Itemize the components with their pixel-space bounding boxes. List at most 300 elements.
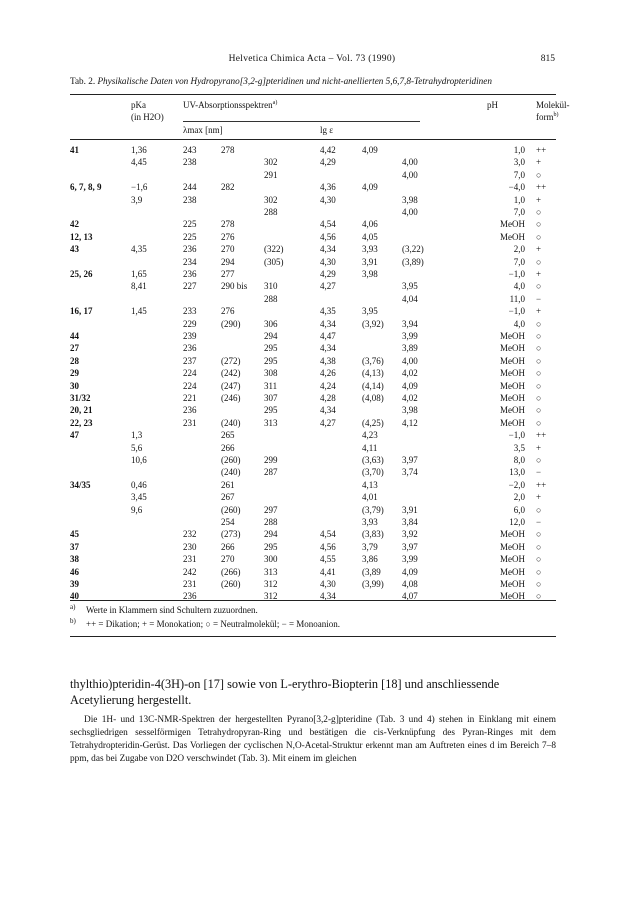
cell-lmax-3: 288 <box>264 293 278 304</box>
intro-line-1: thylthio)pteridin-4(3H)-on [17] sowie von L-erythro-Biopterin [18] und anschliessende <box>70 677 500 691</box>
cell-lg-2: (4,25) <box>362 417 384 428</box>
cell-ph: 13,0 <box>509 467 525 478</box>
cell-form: ○ <box>536 591 542 602</box>
cell-lg-3: 3,97 <box>402 455 418 465</box>
cell-form: ○ <box>536 579 542 589</box>
cell-lg-2: (3,89 <box>362 566 381 577</box>
cell-lg-2: 3,93 <box>362 244 378 255</box>
table-row <box>0 567 624 578</box>
cell-lmax-1: 236 <box>183 405 197 416</box>
cell-lg-2: (4,13) <box>362 368 384 379</box>
table-header-rule <box>70 139 556 140</box>
cell-ph: −1,0 <box>508 306 525 317</box>
cell-lmax-3: 288 <box>264 517 278 527</box>
cell-lmax-2: (266) <box>221 566 241 577</box>
cell-lmax-2: (273) <box>221 529 241 540</box>
cell-lmax-1: 231 <box>183 554 197 565</box>
header-form-2: form$^{b)}$ <box>536 112 559 122</box>
cell-ph: 8,0 <box>513 455 525 465</box>
cell-compound: 40 <box>70 591 79 602</box>
cell-ph: −2,0 <box>508 479 525 490</box>
cell-pka: 5,6 <box>131 442 143 453</box>
cell-form: − <box>536 467 542 478</box>
cell-lmax-3: 300 <box>264 554 278 565</box>
cell-form: ○ <box>536 417 542 428</box>
cell-lmax-3: 288 <box>264 207 278 217</box>
header-lg-epsilon: lg ε <box>320 125 334 135</box>
cell-lmax-1: 236 <box>183 591 197 602</box>
cell-lmax-2: 282 <box>221 182 235 193</box>
cell-lmax-1: 239 <box>183 331 197 341</box>
cell-lmax-1: 236 <box>183 343 197 354</box>
cell-form: ○ <box>536 380 542 391</box>
cell-lg-1: 4,30 <box>320 256 336 267</box>
cell-lg-3: 3,95 <box>402 281 418 292</box>
cell-lmax-3: 297 <box>264 504 278 515</box>
cell-ph: MeOH <box>500 343 525 354</box>
cell-compound: 27 <box>70 343 79 354</box>
cell-lg-1: 4,28 <box>320 393 336 403</box>
cell-ph: MeOH <box>500 417 525 428</box>
cell-lmax-3: 310 <box>264 281 278 292</box>
cell-ph: 3,5 <box>513 442 525 453</box>
cell-lmax-2: (260) <box>221 504 241 515</box>
cell-ph: MeOH <box>500 380 525 391</box>
cell-pka: 1,65 <box>131 269 147 279</box>
cell-form: ○ <box>536 343 542 354</box>
cell-lg-1: 4,30 <box>320 194 336 205</box>
cell-compound: 16, 17 <box>70 306 93 317</box>
cell-lg-1: 4,29 <box>320 157 336 168</box>
header-ph: pH <box>487 100 498 110</box>
cell-lg-2: (4,14) <box>362 380 384 391</box>
cell-form: ○ <box>536 393 542 403</box>
cell-lmax-1: 236 <box>183 244 197 255</box>
cell-form: ○ <box>536 529 542 540</box>
body-paragraph <box>70 714 556 766</box>
cell-lmax-3: 295 <box>264 343 278 354</box>
cell-lmax-1: 231 <box>183 579 197 589</box>
cell-ph: 2,0 <box>513 244 525 255</box>
table-row <box>0 554 624 565</box>
cell-ph: MeOH <box>500 368 525 379</box>
cell-ph: 4,0 <box>513 318 525 329</box>
cell-lg-3: 3,91 <box>402 504 418 515</box>
table-row <box>0 244 624 255</box>
cell-lg-1: 4,34 <box>320 591 336 602</box>
table-row <box>0 492 624 503</box>
cell-lg-1: 4,35 <box>320 306 336 317</box>
cell-form: ++ <box>536 479 547 490</box>
cell-lg-3: 4,00 <box>402 157 418 168</box>
cell-compound: 34/35 <box>70 479 91 490</box>
cell-lmax-3: 308 <box>264 368 278 379</box>
cell-lg-2: 4,23 <box>362 430 378 441</box>
cell-lg-1: 4,55 <box>320 554 336 565</box>
cell-lg-1: 4,27 <box>320 281 336 292</box>
cell-lg-1: 4,27 <box>320 417 336 428</box>
header-pka: pKa <box>131 100 146 110</box>
cell-pka: 9,6 <box>131 504 143 515</box>
table-row <box>0 418 624 429</box>
cell-lg-1: 4,29 <box>320 269 336 279</box>
cell-lmax-3: 312 <box>264 591 278 602</box>
body-intro <box>70 676 556 708</box>
cell-lmax-3: (322) <box>264 244 284 255</box>
cell-compound: 45 <box>70 529 79 540</box>
cell-lg-1: 4,34 <box>320 318 336 329</box>
cell-lg-2: 4,06 <box>362 219 378 230</box>
cell-pka: 1,36 <box>131 145 147 155</box>
table-row <box>0 381 624 392</box>
table-row <box>0 542 624 553</box>
running-header <box>0 54 624 68</box>
cell-lg-1: 4,42 <box>320 145 336 155</box>
cell-form: − <box>536 517 542 527</box>
cell-lmax-2: 254 <box>221 517 235 527</box>
table-row <box>0 182 624 193</box>
cell-lmax-1: 238 <box>183 194 197 205</box>
cell-lg-3: 3,98 <box>402 194 418 205</box>
cell-lg-1: 4,47 <box>320 331 336 341</box>
table-row <box>0 579 624 590</box>
cell-ph: 12,0 <box>509 517 525 527</box>
cell-lmax-1: 225 <box>183 219 197 230</box>
cell-lg-3: (3,89) <box>402 256 424 267</box>
cell-lmax-2: 270 <box>221 244 235 255</box>
cell-lmax-3: 306 <box>264 318 278 329</box>
cell-lmax-3: 313 <box>264 417 278 428</box>
cell-lg-3: (3,22) <box>402 244 424 255</box>
cell-compound: 47 <box>70 430 79 441</box>
cell-lg-3: 4,09 <box>402 380 418 391</box>
cell-ph: MeOH <box>500 529 525 540</box>
table-row <box>0 430 624 441</box>
cell-lmax-2: 266 <box>221 541 235 552</box>
table-top-rule <box>70 94 556 95</box>
header-form-1: Molekül- <box>536 100 570 110</box>
cell-lmax-3: 294 <box>264 529 278 540</box>
cell-lg-1: 4,36 <box>320 182 336 193</box>
cell-lmax-3: (305) <box>264 256 284 267</box>
table-row <box>0 393 624 404</box>
cell-lg-1: 4,56 <box>320 231 336 242</box>
cell-lg-1: 4,30 <box>320 579 336 589</box>
cell-form: ○ <box>536 455 542 465</box>
cell-lmax-1: 242 <box>183 566 197 577</box>
table-row <box>0 232 624 243</box>
cell-form: ○ <box>536 318 542 329</box>
cell-lg-1: 4,34 <box>320 405 336 416</box>
cell-lg-2: (3,92) <box>362 318 384 329</box>
header-uv: UV-Absorptionsspektren$^{a)}$ <box>183 100 278 110</box>
cell-ph: 2,0 <box>513 492 525 503</box>
cell-lmax-1: 225 <box>183 231 197 242</box>
cell-lmax-2: 270 <box>221 554 235 565</box>
cell-lmax-1: 237 <box>183 355 197 366</box>
cell-lmax-2: (242) <box>221 368 241 379</box>
cell-lg-3: 3,99 <box>402 331 418 341</box>
cell-lmax-3: 299 <box>264 455 278 465</box>
cell-form: ○ <box>536 331 542 341</box>
cell-lg-3: 3,89 <box>402 343 418 354</box>
cell-compound: 38 <box>70 554 79 565</box>
cell-lmax-1: 238 <box>183 157 197 168</box>
cell-lmax-1: 233 <box>183 306 197 317</box>
table-row <box>0 467 624 478</box>
cell-ph: MeOH <box>500 331 525 341</box>
cell-lmax-1: 244 <box>183 182 197 193</box>
cell-compound: 6, 7, 8, 9 <box>70 182 102 193</box>
cell-lmax-2: 267 <box>221 492 235 503</box>
table-row <box>0 281 624 292</box>
cell-form: − <box>536 293 542 304</box>
table-row <box>0 356 624 367</box>
cell-lg-1: 4,34 <box>320 343 336 354</box>
cell-pka: 10,6 <box>131 455 147 465</box>
cell-ph: MeOH <box>500 566 525 577</box>
cell-compound: 25, 26 <box>70 269 93 279</box>
cell-ph: MeOH <box>500 393 525 403</box>
cell-lmax-1: 232 <box>183 529 197 540</box>
cell-compound: 29 <box>70 368 79 379</box>
cell-lg-2: (3,76) <box>362 355 384 366</box>
cell-lg-3: 3,94 <box>402 318 418 329</box>
cell-lg-3: 3,97 <box>402 541 418 552</box>
cell-lg-2: 3,91 <box>362 256 378 267</box>
cell-lg-2: (3,79) <box>362 504 384 515</box>
cell-compound: 41 <box>70 145 79 155</box>
cell-compound: 12, 13 <box>70 231 93 242</box>
intro-line-2: Acetylierung hergestellt. <box>70 693 192 707</box>
cell-lmax-3: 295 <box>264 355 278 366</box>
cell-lmax-2: 276 <box>221 306 235 317</box>
cell-lmax-2: 266 <box>221 442 235 453</box>
cell-lg-3: 4,08 <box>402 579 418 589</box>
cell-lg-3: 4,04 <box>402 293 418 304</box>
cell-ph: MeOH <box>500 219 525 230</box>
cell-lmax-2: 278 <box>221 219 235 230</box>
cell-ph: −1,0 <box>508 269 525 279</box>
cell-pka: 4,35 <box>131 244 147 255</box>
cell-compound: 37 <box>70 541 79 552</box>
table-row <box>0 455 624 466</box>
cell-pka: 0,46 <box>131 479 147 490</box>
cell-compound: 44 <box>70 331 79 341</box>
cell-ph: 1,0 <box>513 194 525 205</box>
cell-lmax-3: 294 <box>264 331 278 341</box>
cell-form: ○ <box>536 355 542 366</box>
cell-lg-3: 3,98 <box>402 405 418 416</box>
cell-lmax-3: 311 <box>264 380 278 391</box>
cell-lg-3: 4,00 <box>402 355 418 366</box>
cell-lmax-3: 307 <box>264 393 278 403</box>
cell-compound: 28 <box>70 355 79 366</box>
cell-form: + <box>536 244 542 255</box>
cell-lmax-2: 265 <box>221 430 235 441</box>
cell-lmax-2: 261 <box>221 479 235 490</box>
cell-lmax-3: 295 <box>264 541 278 552</box>
table-row <box>0 157 624 168</box>
cell-lg-3: 4,09 <box>402 566 418 577</box>
cell-pka: 3,45 <box>131 492 147 503</box>
caption-label: Tab. 2. <box>70 76 96 86</box>
cell-form: + <box>536 157 542 168</box>
table-row <box>0 145 624 156</box>
cell-lg-2: (4,08) <box>362 393 384 403</box>
cell-lg-2: (3,70) <box>362 467 384 478</box>
cell-lg-1: 4,34 <box>320 244 336 255</box>
cell-pka: 1,3 <box>131 430 143 441</box>
cell-pka: 3,9 <box>131 194 143 205</box>
table-row <box>0 368 624 379</box>
cell-ph: MeOH <box>500 541 525 552</box>
cell-ph: MeOH <box>500 405 525 416</box>
cell-lg-3: 4,07 <box>402 591 418 602</box>
cell-lg-3: 4,02 <box>402 368 418 379</box>
cell-compound: 43 <box>70 244 79 255</box>
cell-pka: 4,45 <box>131 157 147 168</box>
cell-lg-3: 4,00 <box>402 169 418 180</box>
cell-lmax-1: 236 <box>183 269 197 279</box>
cell-lmax-1: 224 <box>183 380 197 391</box>
table-row <box>0 529 624 540</box>
cell-form: + <box>536 269 542 279</box>
cell-lg-1: 4,38 <box>320 355 336 366</box>
cell-lg-1: 4,54 <box>320 219 336 230</box>
cell-compound: 30 <box>70 380 79 391</box>
cell-lg-3: 3,74 <box>402 467 418 478</box>
journal-title: Helvetica Chimica Acta – Vol. 73 (1990) <box>228 54 396 64</box>
cell-form: ○ <box>536 281 542 292</box>
cell-lg-2: 4,05 <box>362 231 378 242</box>
cell-lg-1: 4,24 <box>320 380 336 391</box>
cell-lmax-3: 291 <box>264 169 278 180</box>
cell-lg-2: 3,79 <box>362 541 378 552</box>
cell-ph: MeOH <box>500 554 525 565</box>
header-pka-sub: (in H2O) <box>131 112 164 122</box>
header-lambda-max: λmax [nm] <box>183 125 223 135</box>
cell-form: + <box>536 442 542 453</box>
cell-pka: 8,41 <box>131 281 147 292</box>
cell-compound: 39 <box>70 579 79 589</box>
cell-lg-1: 4,56 <box>320 541 336 552</box>
cell-lg-3: 3,84 <box>402 517 418 527</box>
cell-lmax-2: (260) <box>221 455 241 465</box>
cell-form: ○ <box>536 504 542 515</box>
table-row <box>0 219 624 230</box>
cell-lmax-3: 313 <box>264 566 278 577</box>
cell-lmax-2: 290 bis <box>221 281 248 292</box>
cell-form: ○ <box>536 207 542 217</box>
cell-lmax-2: (272) <box>221 355 241 366</box>
cell-form: + <box>536 492 542 503</box>
table-row <box>0 517 624 528</box>
cell-form: ++ <box>536 145 547 155</box>
cell-lmax-3: 295 <box>264 405 278 416</box>
cell-lmax-2: 277 <box>221 269 235 279</box>
cell-lg-2: 4,01 <box>362 492 378 503</box>
cell-compound: 42 <box>70 219 79 230</box>
cell-form: ○ <box>536 231 542 242</box>
cell-ph: 4,0 <box>513 281 525 292</box>
cell-compound: 22, 23 <box>70 417 93 428</box>
cell-lg-2: 3,93 <box>362 517 378 527</box>
cell-lmax-2: (247) <box>221 380 241 391</box>
cell-form: + <box>536 194 542 205</box>
nmr-paragraph: Die 1H- und 13C-NMR-Spektren der hergestellten Pyrano[3,2-g]pteridine (Tab. 3 und 4) stehen in Einklang mit einem sechsgliedrigen sesselförmigen Tetrahydropyran-Ring und bestätigen die cis-Verknüpfung des Pyran-Ringes mit dem Tetrahydropteridin-Gerüst. Das Vorliegen der cyclischen N,O-Acetal-Struktur erkennt man am Auftreten eines d im Bereich 7–8 ppm, das bei Zugabe von D2O verschwindet (Tab. 3). Mit einem im gleichen <box>70 715 556 764</box>
cell-lmax-1: 229 <box>183 318 197 329</box>
cell-lg-1: 4,26 <box>320 368 336 379</box>
cell-lmax-2: 278 <box>221 145 235 155</box>
cell-lg-2: (3,99) <box>362 579 384 589</box>
cell-lg-2: 4,09 <box>362 145 378 155</box>
cell-lg-3: 4,02 <box>402 393 418 403</box>
cell-form: ○ <box>536 219 542 230</box>
cell-form: ○ <box>536 541 542 552</box>
cell-ph: 7,0 <box>513 256 525 267</box>
cell-lmax-3: 312 <box>264 579 278 589</box>
cell-ph: MeOH <box>500 231 525 242</box>
cell-form: ○ <box>536 554 542 565</box>
cell-lmax-3: 287 <box>264 467 278 478</box>
cell-pka: −1,6 <box>131 182 148 193</box>
caption-text: Physikalische Daten von Hydropyrano[3,2-g]pteridinen und nicht-anellierten 5,6,7,8-Tetrahydropteridinen <box>97 76 492 86</box>
table-row <box>0 170 624 181</box>
footnote-rule <box>70 636 556 637</box>
cell-lmax-1: 231 <box>183 417 197 428</box>
cell-lmax-1: 221 <box>183 393 197 403</box>
cell-lmax-3: 302 <box>264 157 278 168</box>
cell-lmax-2: (240) <box>221 467 241 478</box>
table-row <box>0 480 624 491</box>
cell-lmax-2: (290) <box>221 318 241 329</box>
table-row <box>0 257 624 268</box>
cell-lmax-1: 224 <box>183 368 197 379</box>
cell-form: ○ <box>536 256 542 267</box>
cell-ph: −4,0 <box>508 182 525 193</box>
cell-lg-2: 3,95 <box>362 306 378 317</box>
cell-lg-1: 4,54 <box>320 529 336 540</box>
cell-lmax-2: 276 <box>221 231 235 242</box>
cell-form: ○ <box>536 566 542 577</box>
table-bottom-rule <box>70 600 556 601</box>
cell-lg-3: 3,99 <box>402 554 418 565</box>
cell-form: ○ <box>536 368 542 379</box>
cell-lmax-1: 230 <box>183 541 197 552</box>
cell-ph: 1,0 <box>513 145 525 155</box>
table-row <box>0 443 624 454</box>
cell-lg-2: 3,86 <box>362 554 378 565</box>
page-number: 815 <box>540 54 555 64</box>
cell-lmax-3: 302 <box>264 194 278 205</box>
cell-compound: 20, 21 <box>70 405 93 416</box>
cell-lmax-1: 227 <box>183 281 197 292</box>
cell-ph: MeOH <box>500 355 525 366</box>
table-caption <box>70 76 560 86</box>
cell-ph: 3,0 <box>513 157 525 168</box>
cell-form: ○ <box>536 405 542 416</box>
table-row <box>0 306 624 317</box>
cell-compound: 46 <box>70 566 79 577</box>
cell-lg-1: 4,41 <box>320 566 336 577</box>
cell-lmax-2: 294 <box>221 256 235 267</box>
cell-compound: 31/32 <box>70 393 91 403</box>
uv-header-rule <box>183 121 420 122</box>
cell-lmax-1: 234 <box>183 256 197 267</box>
cell-lg-3: 4,00 <box>402 207 418 217</box>
cell-form: ++ <box>536 430 547 441</box>
